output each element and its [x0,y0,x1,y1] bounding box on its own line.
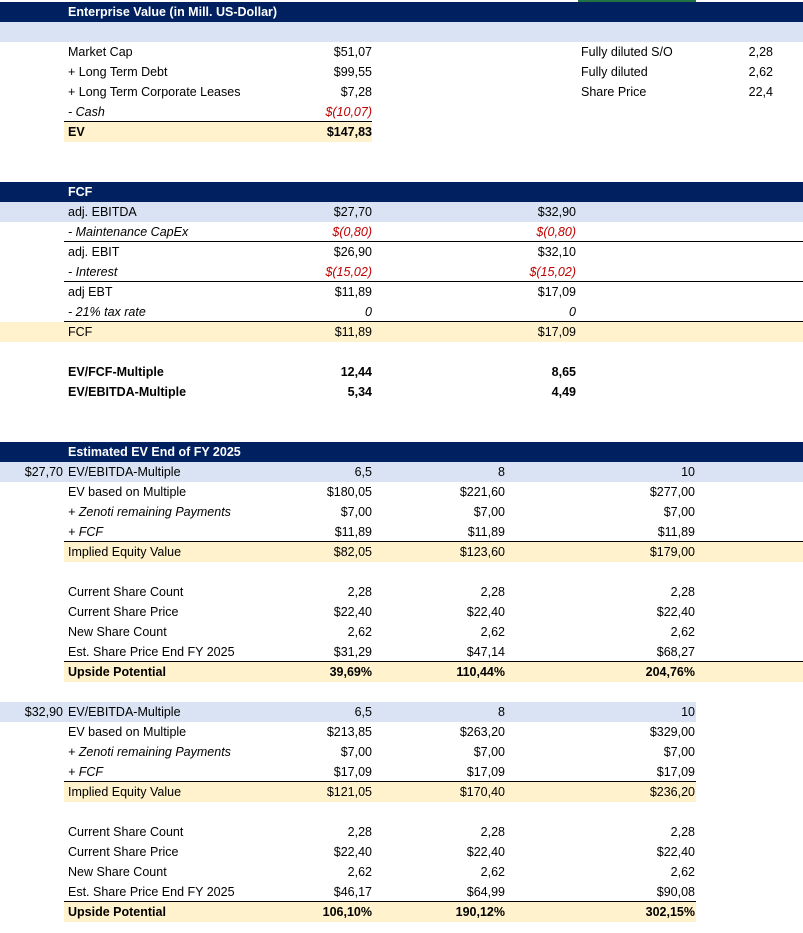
side-value: 2,62 [748,65,773,79]
share-row [0,622,803,642]
fcf-row [0,282,803,302]
share-row [0,642,803,662]
multiple-label: EV/FCF-Multiple [68,365,164,379]
multiple-value-1: 12,44 [340,365,372,379]
fcf-label: adj EBT [68,285,113,299]
multiple-high: 10 [681,465,695,479]
fcf-label: adj. EBIT [68,245,120,259]
est-value: $213,85 [326,725,372,739]
multiple-header-label: EV/EBITDA-Multiple [68,465,181,479]
share-value: 2,28 [480,585,505,599]
upside-value: 39,69% [329,665,372,679]
fcf-value-1: $26,90 [333,245,372,259]
fcf-value-1: $27,70 [333,205,372,219]
multiple-row [0,382,803,402]
est-value: $7,00 [663,505,695,519]
fcf-value-2: $32,10 [537,245,576,259]
fcf-row [0,222,803,242]
est-value: $277,00 [649,485,695,499]
est-label: + Zenoti remaining Payments [68,505,231,519]
share-value: 2,62 [347,625,372,639]
fcf-value-1: 0 [365,305,372,319]
est-value: $7,00 [473,745,505,759]
ev-value: $7,28 [340,85,372,99]
ev-spacer-row [0,22,803,42]
fcf-row [0,302,803,322]
est-multiple-header [0,702,803,722]
side-label: Share Price [581,85,647,99]
est-label: Implied Equity Value [68,545,182,559]
est-value: $7,00 [473,505,505,519]
est-label: + FCF [68,765,104,779]
share-value: $22,40 [656,605,695,619]
est-value: $11,89 [657,525,695,539]
fcf-value-2: 0 [569,305,576,319]
share-label: Current Share Count [68,585,184,599]
share-value: 2,28 [670,585,695,599]
upside-label: Upside Potential [68,905,166,919]
est-value: $263,20 [459,725,505,739]
ev-title: Enterprise Value (in Mill. US-Dollar) [68,5,278,19]
ev-label: EV [68,125,85,139]
est-value: $17,09 [466,765,505,779]
ev-label: - Cash [68,105,105,119]
fcf-label: FCF [68,325,93,339]
ev-value: $147,83 [326,125,372,139]
multiple-value-2: 4,49 [551,385,576,399]
side-value: 2,28 [748,45,773,59]
upside-row [0,662,803,682]
est-row [0,762,803,782]
implied-equity-row [0,782,803,802]
est-value: $82,05 [333,545,372,559]
est-value: $329,00 [649,725,695,739]
share-value: 2,28 [347,825,372,839]
share-value: 2,62 [480,625,505,639]
share-value: $46,17 [333,885,372,899]
share-row [0,862,803,882]
est-value: $11,89 [467,525,505,539]
fcf-row-total [0,322,803,342]
share-value: $22,40 [656,845,695,859]
share-label: Est. Share Price End FY 2025 [68,885,235,899]
fcf-header-row [0,182,803,202]
fcf-value-2: $17,09 [537,285,576,299]
share-value: 2,28 [670,825,695,839]
upside-label: Upside Potential [68,665,166,679]
est-value: $236,20 [649,785,695,799]
share-value: $90,08 [656,885,695,899]
est-row [0,522,803,542]
ev-row-total [0,122,803,142]
share-row [0,822,803,842]
share-label: Current Share Price [68,605,179,619]
fcf-title: FCF [68,185,93,199]
ev-value: $51,07 [333,45,372,59]
est-label: + Zenoti remaining Payments [68,745,231,759]
share-value: $64,99 [466,885,505,899]
fcf-row [0,202,803,222]
implied-equity-row [0,542,803,562]
fcf-value-2: $32,90 [537,205,576,219]
share-row [0,602,803,622]
share-value: $47,14 [466,645,505,659]
est-row [0,482,803,502]
est-value: $221,60 [459,485,505,499]
est-value: $7,00 [340,745,372,759]
multiple-row [0,362,803,382]
share-value: $22,40 [333,605,372,619]
share-value: 2,28 [347,585,372,599]
share-value: 2,62 [670,865,695,879]
est-value: $121,05 [326,785,372,799]
upside-value: 106,10% [322,905,372,919]
multiple-value-1: 5,34 [347,385,372,399]
share-value: 2,62 [347,865,372,879]
upside-value: 204,76% [645,665,695,679]
est-label: EV based on Multiple [68,725,187,739]
fcf-value-1: $11,89 [334,285,372,299]
share-value: $22,40 [466,845,505,859]
est-label: + FCF [68,525,104,539]
multiple-value-2: 8,65 [551,365,576,379]
est-value: $7,00 [663,745,695,759]
est-label: EV based on Multiple [68,485,187,499]
multiple-low: 6,5 [354,705,372,719]
fcf-value-1: $(0,80) [332,225,372,239]
multiple-header-label: EV/EBITDA-Multiple [68,705,181,719]
multiple-mid: 8 [498,705,505,719]
est-multiple-header [0,462,803,482]
share-label: Current Share Price [68,845,179,859]
fcf-row [0,262,803,282]
ev-row-leases [0,82,803,102]
side-value: 22,4 [748,85,773,99]
fcf-row [0,242,803,262]
share-row [0,882,803,902]
ev-row-market-cap [0,42,803,62]
share-value: $22,40 [466,605,505,619]
ev-value: $(10,07) [325,105,372,119]
fcf-value-2: $(15,02) [529,265,576,279]
est-header-row [0,442,803,462]
multiple-label: EV/EBITDA-Multiple [68,385,187,399]
ebitda-base: $32,90 [24,705,63,719]
share-value: $68,27 [656,645,695,659]
ev-header-row [0,2,803,22]
upside-row [0,902,803,922]
fcf-label: - Interest [68,265,118,279]
est-value: $180,05 [326,485,372,499]
est-title: Estimated EV End of FY 2025 [68,445,241,459]
multiple-mid: 8 [498,465,505,479]
share-value: 2,62 [670,625,695,639]
fcf-value-2: $17,09 [537,325,576,339]
share-label: New Share Count [68,625,167,639]
upside-value: 110,44% [456,665,505,679]
upside-value: 190,12% [455,905,505,919]
share-value: $31,29 [333,645,372,659]
multiple-low: 6,5 [354,465,372,479]
ev-label: + Long Term Debt [68,65,168,79]
est-value: $17,09 [333,765,372,779]
share-label: Current Share Count [68,825,184,839]
side-label: Fully diluted [581,65,648,79]
est-value: $11,89 [334,525,372,539]
est-value: $17,09 [656,765,695,779]
upside-value: 302,15% [645,905,695,919]
ev-label: Market Cap [68,45,133,59]
fcf-value-1: $11,89 [334,325,372,339]
share-value: 2,28 [480,825,505,839]
multiple-high: 10 [681,705,695,719]
share-value: 2,62 [480,865,505,879]
fcf-value-2: $(0,80) [536,225,576,239]
share-row [0,842,803,862]
est-label: Implied Equity Value [68,785,182,799]
fcf-label: adj. EBITDA [68,205,137,219]
side-label: Fully diluted S/O [581,45,673,59]
ev-label: + Long Term Corporate Leases [68,85,241,99]
est-row [0,742,803,762]
est-value: $123,60 [459,545,505,559]
ev-row-lt-debt [0,62,803,82]
fcf-value-1: $(15,02) [325,265,372,279]
est-row [0,502,803,522]
est-row [0,722,803,742]
share-label: Est. Share Price End FY 2025 [68,645,235,659]
share-label: New Share Count [68,865,167,879]
est-value: $7,00 [340,505,372,519]
ev-value: $99,55 [333,65,372,79]
fcf-label: - 21% tax rate [68,305,146,319]
fcf-label: - Maintenance CapEx [68,225,189,239]
est-value: $170,40 [459,785,505,799]
ebitda-base: $27,70 [24,465,63,479]
share-value: $22,40 [333,845,372,859]
share-row [0,582,803,602]
est-value: $179,00 [649,545,695,559]
ev-row-cash [0,102,803,122]
